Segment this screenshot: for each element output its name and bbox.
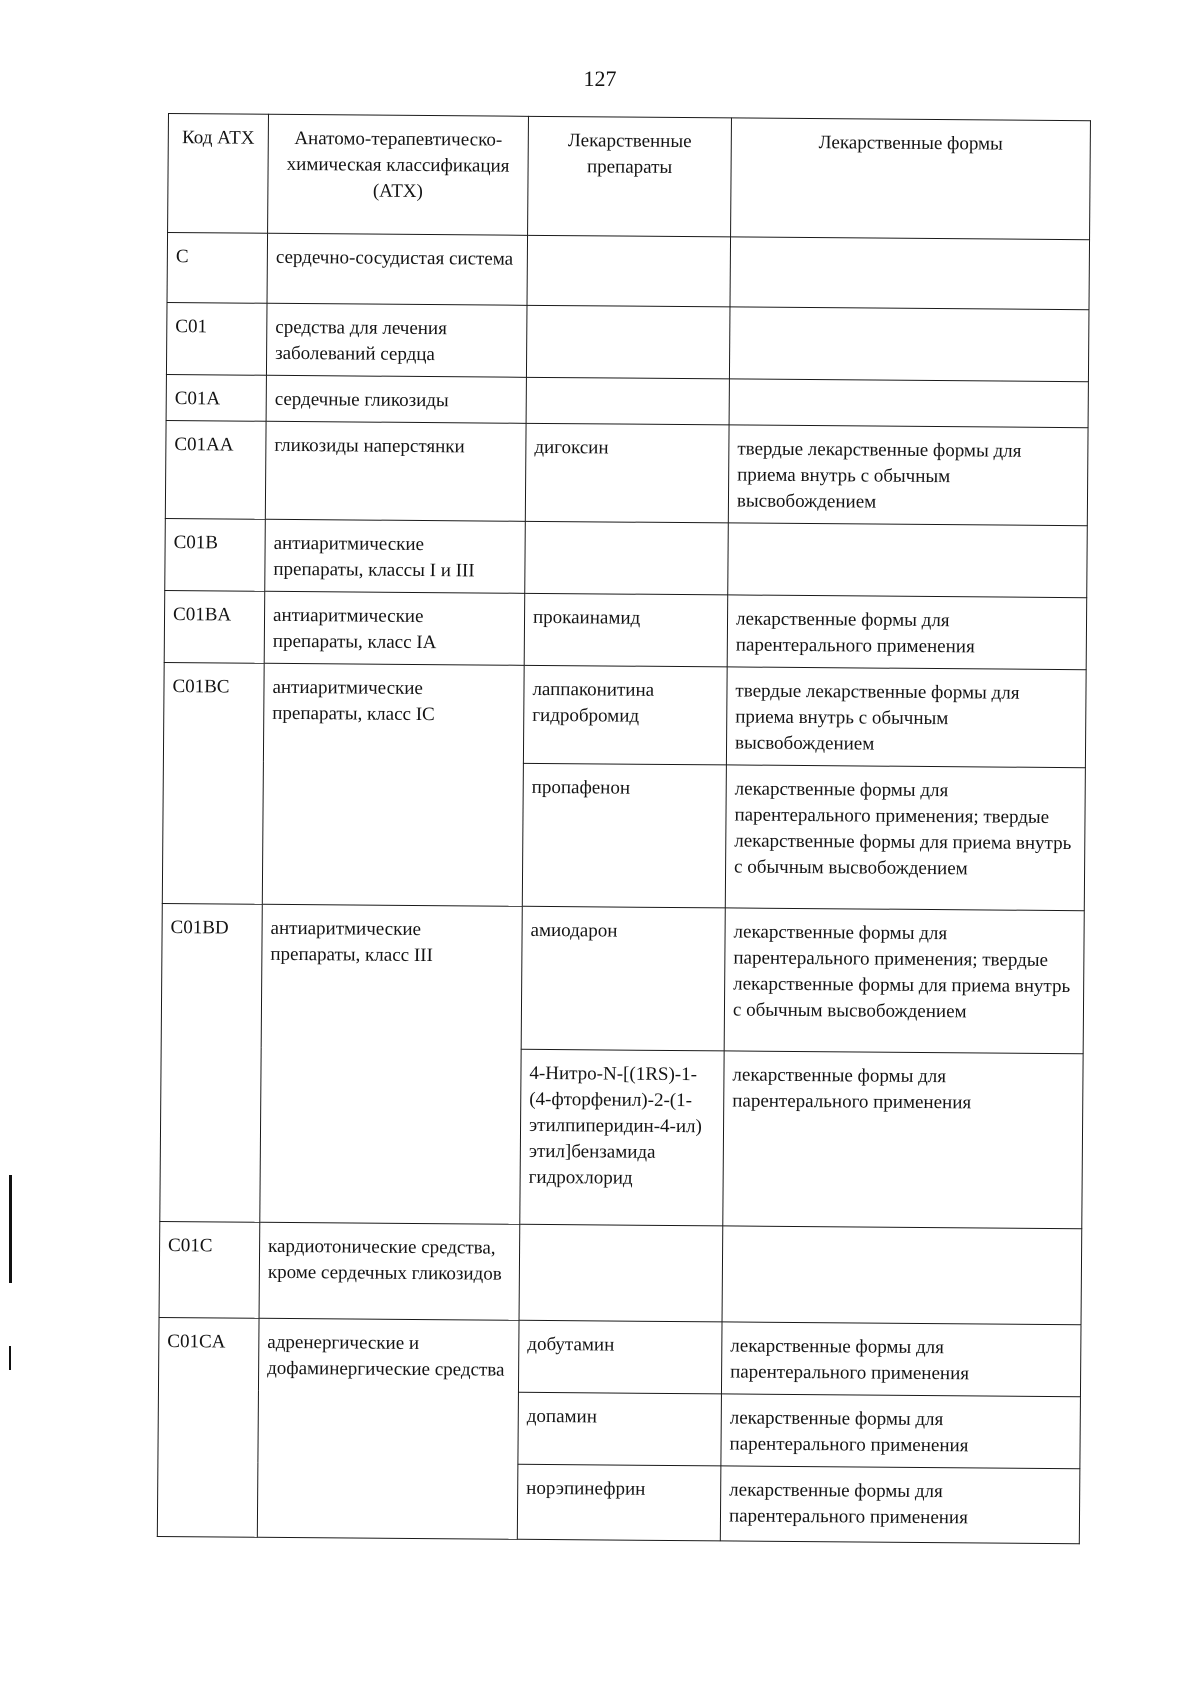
header-code: Код АТХ [168, 114, 269, 234]
table-row [165, 420, 1088, 525]
dosage-form: твердые лекарственные формы для приема внутрь с обычным высвобождением [726, 667, 1086, 768]
atc-code: C [167, 233, 268, 304]
table-row [165, 518, 1088, 597]
drug-name: дигоксин [525, 423, 729, 523]
dosage-form [729, 307, 1089, 382]
atc-classification: адренергические и дофаминергические средства [257, 1318, 519, 1539]
drug-name: норэпинефрин [517, 1464, 721, 1541]
drug-name: амиодарон [521, 906, 725, 1051]
drug-name [519, 1224, 723, 1322]
atc-code: C01CA [157, 1317, 259, 1537]
atc-classification: сердечно-сосудистая система [267, 233, 528, 305]
table-header-row [168, 114, 1091, 240]
dosage-form [729, 379, 1088, 428]
dosage-form [728, 523, 1088, 598]
atc-classification: антиаритмические препараты, класс III [260, 904, 522, 1224]
drug-name: добутамин [518, 1320, 722, 1394]
atc-code: C01AA [165, 420, 266, 519]
scan-edge-mark [9, 1175, 12, 1283]
atc-code: C01BC [162, 662, 264, 904]
atc-classification: сердечные гликозиды [266, 375, 526, 423]
dosage-form: лекарственные формы для парентерального применения; твердые лекарственные формы для приема внутрь с обычным высвобождением [725, 765, 1085, 911]
table-row [161, 903, 1084, 1053]
dosage-form: лекарственные формы для парентерального применения; твердые лекарственные формы для приема внутрь с обычным высвобождением [724, 908, 1084, 1054]
dosage-form: лекарственные формы для парентерального применения [723, 1051, 1083, 1229]
header-classification: Анатомо-терапевтическо-химическая классификация (АТХ) [268, 114, 529, 235]
header-forms: Лекарственные формы [731, 118, 1091, 240]
drug-name: пропафенон [522, 763, 726, 908]
atc-code: C01BD [160, 903, 262, 1222]
dosage-form [722, 1226, 1082, 1325]
drug-name [526, 377, 729, 425]
table-row [158, 1317, 1081, 1396]
table-row [159, 1221, 1082, 1324]
atc-code: C01C [159, 1221, 260, 1318]
table-row [163, 662, 1086, 767]
dosage-form: твердые лекарственные формы для приема внутрь с обычным высвобождением [728, 425, 1088, 526]
scan-edge-mark [9, 1346, 11, 1370]
table-row [166, 302, 1089, 381]
atc-drug-table [157, 113, 1091, 1544]
drug-name: 4-Нитро-N-[(1RS)-1-(4-фторфенил)-2-(1-этилпиперидин-4-ил) этил]бензамида гидрохлорид [520, 1049, 724, 1226]
atc-classification: антиаритмические препараты, класс IA [264, 591, 525, 665]
drug-name [525, 521, 729, 595]
dosage-form: лекарственные формы для парентерального применения [720, 1466, 1080, 1544]
page-number: 127 [583, 66, 617, 91]
atc-code: C01BA [164, 590, 265, 663]
atc-classification: антиаритмические препараты, классы I и III [265, 519, 526, 593]
header-drugs: Лекарственные препараты [528, 116, 732, 237]
table-row [166, 374, 1088, 427]
dosage-form [730, 237, 1090, 310]
atc-classification: средства для лечения заболеваний сердца [266, 303, 527, 377]
atc-code: C01 [166, 302, 267, 375]
drug-name [527, 235, 731, 307]
atc-classification: антиаритмические препараты, класс IC [262, 663, 524, 906]
dosage-form: лекарственные формы для парентерального применения [721, 1322, 1081, 1397]
atc-classification: гликозиды наперстянки [265, 421, 526, 521]
dosage-form: лекарственные формы для парентерального применения [721, 1394, 1081, 1469]
dosage-form: лекарственные формы для парентерального применения [727, 595, 1087, 670]
atc-classification: кардиотонические средства, кроме сердечных гликозидов [259, 1222, 520, 1320]
drug-name [526, 305, 730, 379]
drug-name: допамин [518, 1392, 722, 1466]
drug-name: прокаинамид [524, 593, 728, 667]
atc-code: C01B [165, 518, 266, 591]
table-row [164, 590, 1087, 669]
table-row [167, 233, 1090, 310]
drug-name: лаппаконитина гидробромид [523, 665, 727, 765]
atc-code: C01A [166, 374, 266, 421]
